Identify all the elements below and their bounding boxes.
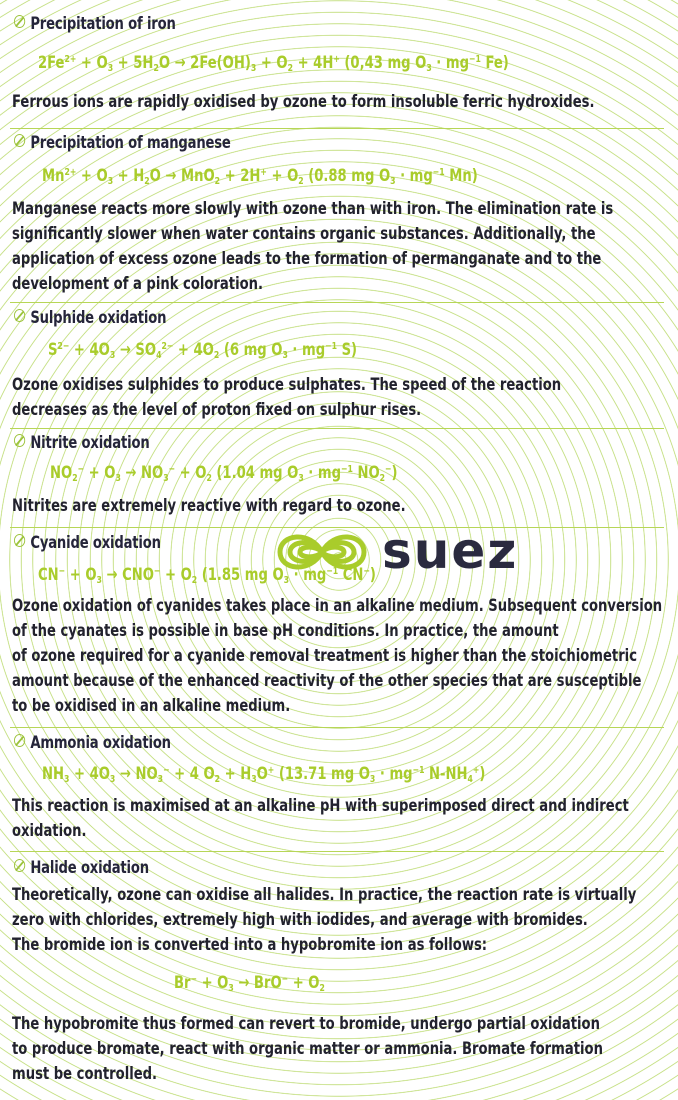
formula-subscript: 4 bbox=[156, 350, 162, 361]
formula-superscript: − bbox=[168, 464, 176, 475]
formula-subscript: 2 bbox=[191, 575, 198, 586]
formula-superscript: + bbox=[333, 54, 340, 65]
section-title-iron: Precipitation of iron bbox=[14, 14, 176, 34]
bullet-icon bbox=[14, 859, 25, 872]
paragraph-line: amount because of the enhanced reactivity of the other species that are susceptible bbox=[12, 671, 642, 691]
formula-superscript: + bbox=[260, 167, 267, 178]
bullet-icon bbox=[14, 734, 25, 747]
section-divider bbox=[10, 851, 664, 852]
formula-superscript: − bbox=[385, 464, 392, 475]
formula-subscript: 3 bbox=[96, 575, 102, 586]
formula-text: · mg bbox=[303, 463, 341, 483]
formula-text: + O bbox=[160, 565, 192, 585]
formula-subscript: 3 bbox=[115, 473, 121, 484]
paragraph-line: oxidation. bbox=[12, 821, 87, 841]
formula-subscript: 3 bbox=[390, 176, 396, 187]
formula-text: CN bbox=[338, 565, 364, 585]
formula-text: O → MnO bbox=[149, 166, 215, 186]
paragraph-sulphide bbox=[12, 373, 666, 423]
formula-text: + O bbox=[256, 53, 288, 73]
paragraph-cyanide bbox=[12, 594, 666, 719]
formula-text: + 4O bbox=[69, 340, 110, 360]
formula-subscript: 3 bbox=[426, 63, 432, 74]
formula-superscript: − bbox=[77, 464, 85, 475]
formula-text: (0,43 mg O bbox=[339, 53, 427, 73]
bullet-icon bbox=[14, 309, 25, 322]
suez-logo-text: suez bbox=[382, 522, 519, 580]
formula-text: + O bbox=[266, 166, 299, 186]
formula-text: + O bbox=[84, 463, 116, 483]
formula-superscript: −1 bbox=[468, 54, 481, 65]
formula-subscript: 2 bbox=[144, 176, 150, 187]
formula-nitrite bbox=[50, 463, 398, 484]
paragraph-halide-intro bbox=[12, 883, 666, 958]
formula-text: ) bbox=[369, 565, 376, 585]
formula-superscript: −1 bbox=[325, 341, 338, 352]
paragraph-line: zero with chlorides, extremely high with iodides, and average with bromides. bbox=[12, 910, 588, 930]
formula-subscript: 3 bbox=[228, 983, 234, 994]
formula-subscript: 3 bbox=[107, 63, 114, 74]
formula-superscript: + bbox=[267, 765, 275, 776]
formula-ammonia bbox=[42, 764, 485, 785]
formula-iron bbox=[38, 53, 509, 74]
formula-halide bbox=[174, 973, 325, 994]
formula-text: NH bbox=[42, 764, 65, 784]
section-title-nitrite: Nitrite oxidation bbox=[14, 433, 150, 453]
formula-subscript: 3 bbox=[157, 774, 164, 785]
paragraph-line: development of a pink coloration. bbox=[12, 274, 263, 294]
formula-text: → BrO bbox=[233, 973, 282, 993]
paragraph-line: to be oxidised in an alkaline medium. bbox=[12, 696, 291, 716]
formula-text: + 4O bbox=[69, 764, 110, 784]
formula-manganese bbox=[42, 166, 478, 187]
paragraph-line: Ozone oxidation of cyanides takes place in an alkaline medium. Subsequent conversion bbox=[12, 596, 663, 616]
formula-text: + 4H bbox=[293, 53, 334, 73]
formula-superscript: −1 bbox=[340, 464, 353, 475]
formula-text: Fe) bbox=[480, 53, 509, 73]
formula-text: ) bbox=[479, 764, 486, 784]
formula-subscript: 2 bbox=[153, 63, 159, 74]
section-divider bbox=[10, 302, 664, 303]
formula-cyanide bbox=[38, 565, 376, 586]
paragraph-line: to produce bromate, react with organic matter or ammonia. Bromate formation bbox=[12, 1039, 603, 1059]
formula-subscript: 2 bbox=[298, 176, 304, 187]
section-title-sulphide: Sulphide oxidation bbox=[14, 308, 166, 328]
section-divider bbox=[10, 128, 664, 129]
paragraph-line: decreases as the level of proton fixed on sulphur rises. bbox=[12, 400, 422, 420]
formula-text: (1.04 mg O bbox=[211, 463, 299, 483]
formula-text: Mn bbox=[42, 166, 65, 186]
formula-superscript: + bbox=[472, 765, 480, 776]
formula-text: · mg bbox=[375, 764, 413, 784]
formula-subscript: 3 bbox=[109, 774, 116, 785]
paragraph-line: Theoretically, ozone can oxidise all halides. In practice, the reaction rate is virtually bbox=[12, 885, 637, 905]
formula-text: + O bbox=[175, 463, 207, 483]
paragraph-nitrite bbox=[12, 494, 666, 519]
section-divider bbox=[10, 727, 664, 728]
formula-superscript: 2− bbox=[57, 341, 70, 352]
formula-superscript: − bbox=[153, 566, 161, 577]
formula-subscript: 3 bbox=[251, 774, 257, 785]
formula-subscript: 3 bbox=[163, 473, 169, 484]
formula-superscript: − bbox=[163, 765, 170, 776]
formula-text: Mn) bbox=[444, 166, 478, 186]
formula-text: + 4 O bbox=[169, 764, 215, 784]
formula-subscript: 2 bbox=[206, 473, 212, 484]
bullet-icon bbox=[14, 534, 25, 547]
formula-superscript: − bbox=[281, 974, 289, 985]
formula-subscript: 3 bbox=[282, 350, 288, 361]
formula-subscript: 2 bbox=[379, 473, 386, 484]
formula-subscript: 2 bbox=[72, 473, 78, 484]
paragraph-iron bbox=[12, 90, 666, 115]
formula-text: NO bbox=[352, 463, 380, 483]
paragraph-line: Nitrites are extremely reactive with regard to ozone. bbox=[12, 496, 406, 516]
formula-superscript: − bbox=[363, 566, 370, 577]
formula-text: → SO bbox=[115, 340, 157, 360]
paragraph-line: application of excess ozone leads to the formation of permanganate and to the bbox=[12, 249, 602, 269]
formula-text: · mg bbox=[287, 340, 326, 360]
paragraph-line: of the cyanates is possible in base pH conditions. In practice, the amount bbox=[12, 621, 559, 641]
bullet-icon bbox=[14, 15, 25, 28]
formula-subscript: 2 bbox=[287, 63, 294, 74]
formula-superscript: 2+ bbox=[64, 167, 77, 178]
paragraph-line: The hypobromite thus formed can revert to bromide, undergo partial oxidation bbox=[12, 1014, 600, 1034]
paragraph-line: significantly slower when water contains organic substances. Additionally, the bbox=[12, 224, 596, 244]
formula-subscript: 3 bbox=[64, 774, 70, 785]
section-title-halide: Halide oxidation bbox=[14, 858, 149, 878]
formula-text: + O bbox=[65, 565, 97, 585]
formula-text: · mg bbox=[431, 53, 469, 73]
formula-text: S) bbox=[337, 340, 358, 360]
formula-text: + O bbox=[197, 973, 229, 993]
paragraph-halide-outro bbox=[12, 1012, 666, 1087]
formula-text: + O bbox=[76, 166, 108, 186]
paragraph-line: The bromide ion is converted into a hypobromite ion as follows: bbox=[12, 935, 488, 955]
formula-subscript: 3 bbox=[369, 774, 376, 785]
formula-text: + 4O bbox=[173, 340, 214, 360]
formula-text: O bbox=[256, 764, 268, 784]
formula-subscript: 4 bbox=[467, 774, 473, 785]
section-title-manganese: Precipitation of manganese bbox=[14, 133, 231, 153]
formula-text: ) bbox=[391, 463, 398, 483]
formula-superscript: −1 bbox=[326, 566, 339, 577]
formula-subscript: 2 bbox=[214, 176, 221, 187]
paragraph-line: of ozone required for a cyanide removal treatment is higher than the stoichiometric bbox=[12, 646, 637, 666]
paragraph-ammonia bbox=[12, 794, 666, 844]
paragraph-line: Manganese reacts more slowly with ozone than with iron. The elimination rate is bbox=[12, 199, 614, 219]
formula-text: + O bbox=[76, 53, 108, 73]
formula-text: CN bbox=[38, 565, 59, 585]
formula-text: (0.88 mg O bbox=[303, 166, 391, 186]
formula-text: → NO bbox=[120, 463, 164, 483]
paragraph-line: must be controlled. bbox=[12, 1064, 158, 1084]
formula-subscript: 2 bbox=[214, 774, 221, 785]
paragraph-line: Ozone oxidises sulphides to produce sulphates. The speed of the reaction bbox=[12, 375, 562, 395]
formula-subscript: 3 bbox=[109, 350, 116, 361]
formula-text: N-NH bbox=[424, 764, 468, 784]
formula-superscript: 2− bbox=[161, 341, 174, 352]
formula-text: + 5H bbox=[113, 53, 154, 73]
bullet-icon bbox=[14, 434, 25, 447]
formula-text: S bbox=[48, 340, 58, 360]
formula-superscript: −1 bbox=[412, 765, 425, 776]
paragraph-line: Ferrous ions are rapidly oxidised by ozone to form insoluble ferric hydroxides. bbox=[12, 92, 595, 112]
formula-superscript: − bbox=[58, 566, 66, 577]
paragraph-line: This reaction is maximised at an alkaline pH with superimposed direct and indirect bbox=[12, 796, 629, 816]
formula-text: + H bbox=[113, 166, 145, 186]
formula-text: + O bbox=[288, 973, 320, 993]
formula-subscript: 2 bbox=[319, 983, 325, 994]
formula-superscript: −1 bbox=[432, 167, 445, 178]
formula-superscript: − bbox=[190, 974, 198, 985]
formula-text: → NO bbox=[115, 764, 158, 784]
formula-subscript: 2 bbox=[213, 350, 220, 361]
section-title-cyanide: Cyanide oxidation bbox=[14, 533, 161, 553]
formula-text: 2Fe bbox=[38, 53, 65, 73]
section-title-ammonia: Ammonia oxidation bbox=[14, 733, 171, 753]
formula-text: + 2H bbox=[220, 166, 261, 186]
bullet-icon bbox=[14, 134, 25, 147]
formula-subscript: 3 bbox=[107, 176, 114, 187]
formula-text: · mg bbox=[395, 166, 433, 186]
section-divider bbox=[10, 428, 664, 429]
formula-subscript: 3 bbox=[298, 473, 304, 484]
formula-text: Br bbox=[174, 973, 191, 993]
formula-subscript: 3 bbox=[283, 575, 290, 586]
formula-text: (6 mg O bbox=[219, 340, 283, 360]
formula-text: (13.71 mg O bbox=[274, 764, 370, 784]
formula-text: · mg bbox=[289, 565, 327, 585]
formula-text: (1.85 mg O bbox=[197, 565, 284, 585]
formula-subscript: 3 bbox=[250, 63, 257, 74]
formula-text: + H bbox=[220, 764, 252, 784]
formula-sulphide bbox=[48, 340, 357, 361]
paragraph-manganese bbox=[12, 197, 666, 297]
formula-text: O → 2Fe(OH) bbox=[158, 53, 251, 73]
formula-text: NO bbox=[50, 463, 73, 483]
formula-text: → CNO bbox=[101, 565, 154, 585]
formula-superscript: 2+ bbox=[64, 54, 77, 65]
